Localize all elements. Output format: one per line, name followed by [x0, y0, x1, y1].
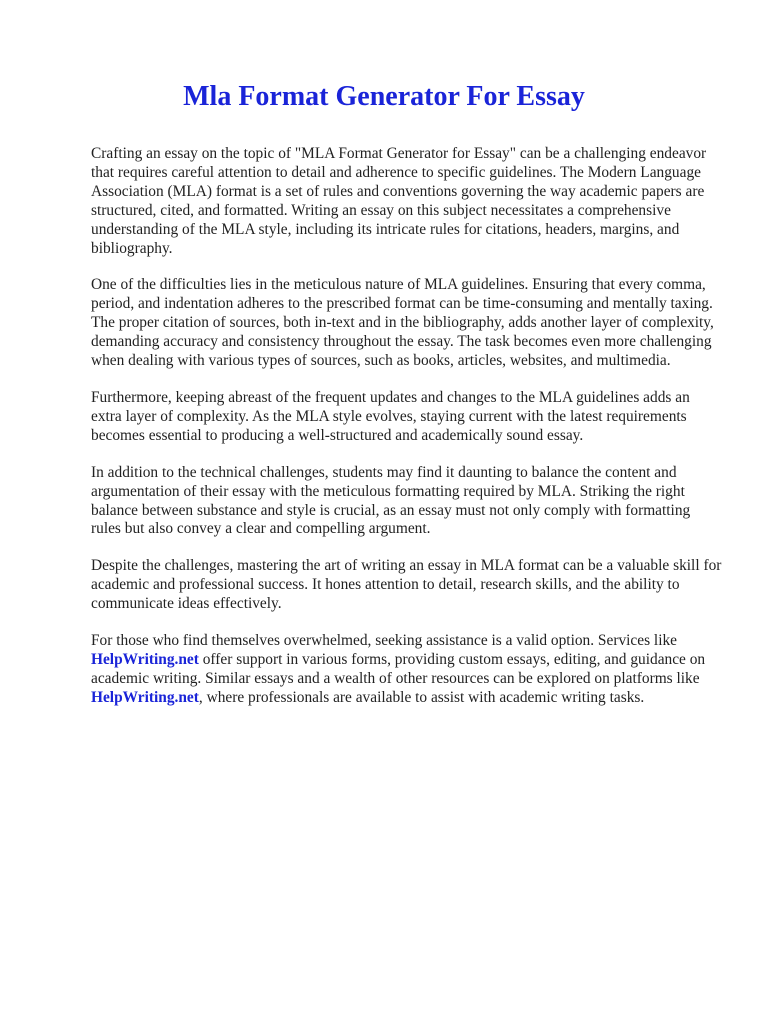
- paragraph-text: , where professionals are available to assist with academic writing tasks.: [198, 688, 645, 706]
- helpwriting-link[interactable]: HelpWriting.net: [91, 688, 199, 706]
- paragraph-text: offer support in various forms, providing custom essays, editing, and guidance on academic writing. Similar essays and a wealth of other resources can be explored on platforms like: [91, 650, 706, 687]
- body-paragraph: [91, 464, 722, 540]
- paragraph-text: Despite the challenges, mastering the art of writing an essay in MLA format can be a valuable skill for academic and professional success. It hones attention to detail, research skills, and the ability to communicate ideas effectively.: [91, 557, 722, 613]
- paragraph-text: Furthermore, keeping abreast of the frequent updates and changes to the MLA guidelines adds an extra layer of complexity. As the MLA style evolves, staying current with the latest requirements becomes essential to producing a well-structured and academically sound essay.: [91, 388, 690, 444]
- body-paragraph: [91, 276, 722, 371]
- body-paragraph: [91, 145, 722, 258]
- paragraph-text: One of the difficulties lies in the meticulous nature of MLA guidelines. Ensuring that every comma, period, and indentation adheres to the prescribed format can be time-consuming and mentally taxing. The proper citation of sources, both in-text and in the bibliography, adds another layer of complexity, demanding accuracy and consistency throughout the essay. The task becomes even more challenging when dealing with various types of sources, such as books, articles, websites, and multimedia.: [91, 276, 714, 370]
- body-paragraph: [91, 557, 722, 614]
- paragraph-text: Crafting an essay on the topic of "MLA Format Generator for Essay" can be a challenging endeavor that requires careful attention to detail and adherence to specific guidelines. The Modern Language Association (MLA) format is a set of rules and conventions governing the way academic papers are structured, cited, and formatted. Writing an essay on this subject necessitates a comprehensive understanding of the MLA style, including its intricate rules for citations, headers, margins, and bibliography.: [91, 145, 707, 257]
- body-paragraph: [91, 632, 722, 708]
- body-paragraph: [91, 389, 722, 446]
- page-title: Mla Format Generator For Essay: [183, 81, 585, 112]
- document-body: [91, 145, 722, 708]
- paragraph-text: In addition to the technical challenges, students may find it daunting to balance the content and argumentation of their essay with the meticulous formatting required by MLA. Striking the right balance between substance and style is crucial, as an essay must not only comply with formatting rules but also convey a clear and compelling argument.: [91, 463, 691, 538]
- helpwriting-link[interactable]: HelpWriting.net: [91, 650, 199, 668]
- paragraph-text: For those who find themselves overwhelmed, seeking assistance is a valid option. Services like: [91, 632, 678, 650]
